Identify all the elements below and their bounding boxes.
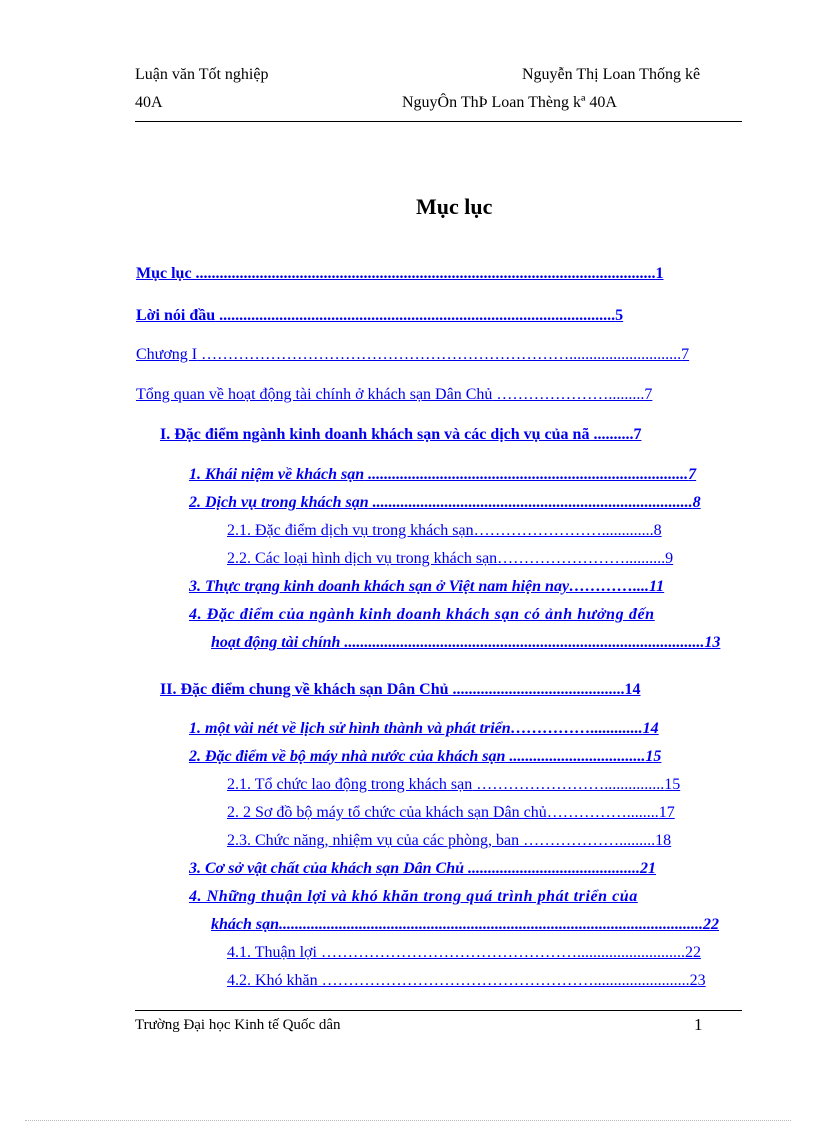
toc-entry-2-1[interactable]: 1. một vài nét về lịch sử hình thành và phát triển…………….............14 bbox=[189, 720, 659, 737]
toc-entry-1-2[interactable]: 2. Dịch vụ trong khách sạn ................................................................................8 bbox=[189, 494, 701, 511]
toc-entry-1-4-line1[interactable]: 4. Đặc điểm của ngành kinh doanh khách sạn có ảnh hưởng đến bbox=[189, 606, 655, 623]
toc-entry-2-4-line1[interactable]: 4. Những thuận lợi và khó khăn trong quá trình phát triển của bbox=[189, 888, 638, 905]
toc-entry-section-1[interactable]: I. Đặc điểm ngành kinh doanh khách sạn và các dịch vụ của nã ..........7 bbox=[160, 426, 642, 443]
document-page: Luận văn Tốt nghiệp Nguyễn Thị Loan Thống kê 40A NguyÔn ThÞ Loan Thèng kª 40A Mục lục Mục lục ...................................................................................................................1 Lời nói đầu ...................................................................................................5 Chương I ……………………………………………………………............................7 Tổng quan về hoạt động tài chính ở khách sạn Dân Chủ ………………….........7 I. Đặc điểm ngành kinh doanh khách sạn và các dịch vụ của nã ..........7 1. Khái niệm về khách sạn ................................................................................7 2. Dịch vụ trong khách sạn ................................................................................8 2.1. Đặc điểm dịch vụ trong khách sạn…………………….............8 2.2. Các loại hình dịch vụ trong khách sạn……………………..........9 3. Thực trạng kinh doanh khách sạn ở Việt nam hiện nay…………....11 4. Đặc điểm của ngành kinh doanh khách sạn có ảnh hưởng đến hoạt động tài chính ..........................................................................................13 II. Đặc điểm chung về khách sạn Dân Chủ ...........................................14 1. một vài nét về lịch sử hình thành và phát triển…………….............14 2. Đặc điểm về bộ máy nhà nước của khách sạn ..................................15 2.1. Tổ chức lao động trong khách sạn ……………………...............15 2. 2 Sơ đồ bộ máy tổ chức của khách sạn Dân chủ……………........17 2.3. Chức năng, nhiệm vụ của các phòng, ban ……………….........18 3. Cơ sở vật chất của khách sạn Dân Chủ ...........................................21 4. Những thuận lợi và khó khăn trong quá trình phát triển của khách sạn..........................................................................................................22 4.1. Thuận lợi …………………………………………...........................22 4.2. Khó khăn ……………………………………………........................23 Trường Đại học Kinh tế Quốc dân 1 bbox=[0, 0, 816, 1123]
header-left-line2: 40A bbox=[135, 94, 163, 111]
toc-entry-2-4-1[interactable]: 4.1. Thuận lợi …………………………………………...........................22 bbox=[227, 944, 701, 961]
toc-entry-1-2-1[interactable]: 2.1. Đặc điểm dịch vụ trong khách sạn…………………….............8 bbox=[227, 522, 662, 539]
toc-entry-1-1[interactable]: 1. Khái niệm về khách sạn ................................................................................7 bbox=[189, 466, 697, 483]
toc-entry-1-4-line2[interactable]: hoạt động tài chính ..........................................................................................13 bbox=[211, 634, 721, 651]
header-right-line1: Nguyễn Thị Loan Thống kê bbox=[522, 66, 701, 83]
toc-entry-2-4-2[interactable]: 4.2. Khó khăn ……………………………………………........................23 bbox=[227, 972, 706, 989]
toc-entry-2-2-3[interactable]: 2.3. Chức năng, nhiệm vụ của các phòng, ban ……………….........18 bbox=[227, 832, 672, 849]
toc-entry-2-4-line2[interactable]: khách sạn..........................................................................................................22 bbox=[211, 916, 720, 933]
toc-entry-2-3[interactable]: 3. Cơ sở vật chất của khách sạn Dân Chủ ...........................................21 bbox=[189, 860, 657, 877]
toc-entry-section-2[interactable]: II. Đặc điểm chung về khách sạn Dân Chủ ...........................................14 bbox=[160, 681, 641, 698]
toc-entry-1-2-2[interactable]: 2.2. Các loại hình dịch vụ trong khách sạn……………………..........9 bbox=[227, 550, 674, 567]
toc-entry-chuong-1[interactable]: Chương I ……………………………………………………………............................7 bbox=[136, 346, 690, 363]
header-left-line1: Luận văn Tốt nghiệp bbox=[135, 66, 269, 83]
toc-entry-1-3[interactable]: 3. Thực trạng kinh doanh khách sạn ở Việt nam hiện nay…………....11 bbox=[189, 578, 665, 595]
toc-entry-muc-luc[interactable]: Mục lục ...................................................................................................................1 bbox=[136, 265, 664, 282]
footer-school: Trường Đại học Kinh tế Quốc dân bbox=[135, 1017, 341, 1033]
toc-entry-2-2-2[interactable]: 2. 2 Sơ đồ bộ máy tổ chức của khách sạn Dân chủ……………........17 bbox=[227, 804, 675, 821]
footer-rule bbox=[135, 1010, 742, 1011]
toc-entry-2-2[interactable]: 2. Đặc điểm về bộ máy nhà nước của khách sạn ..................................15 bbox=[189, 748, 662, 765]
toc-entry-loi-noi-dau[interactable]: Lời nói đầu ...................................................................................................5 bbox=[136, 307, 624, 324]
footer-page-number: 1 bbox=[694, 1015, 703, 1034]
toc-entry-2-2-1[interactable]: 2.1. Tổ chức lao động trong khách sạn ……………………...............15 bbox=[227, 776, 681, 793]
page-edge-divider bbox=[25, 1120, 791, 1121]
header-rule bbox=[135, 121, 742, 122]
toc-entry-tong-quan[interactable]: Tổng quan về hoạt động tài chính ở khách sạn Dân Chủ ………………….........7 bbox=[136, 386, 653, 403]
header-right-line2: NguyÔn ThÞ Loan Thèng kª 40A bbox=[402, 94, 617, 111]
